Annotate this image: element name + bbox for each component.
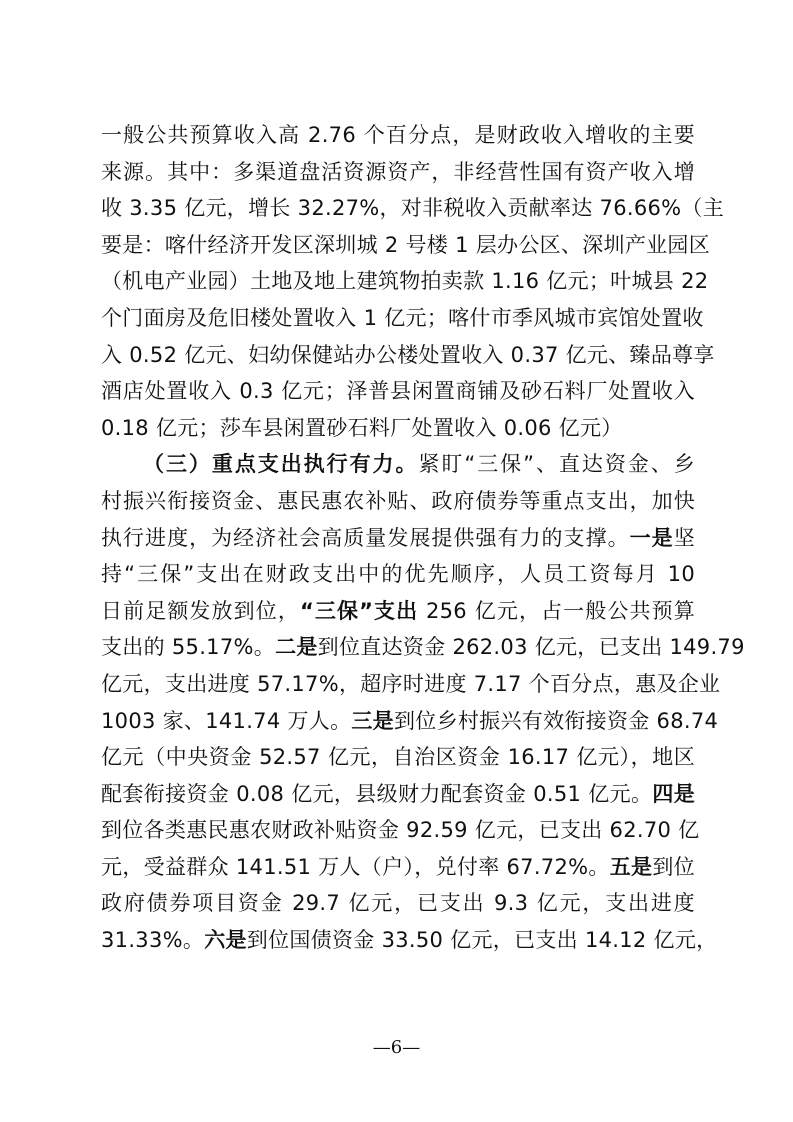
- text-run: 到位乡村振兴有效衔接资金 68.74: [393, 708, 719, 733]
- bold-run: 五是: [609, 854, 653, 879]
- text-run: 坚: [673, 525, 695, 550]
- text-run: 元，受益群众 141.51 万人（户），兑付率 67.72%。: [101, 854, 610, 879]
- text-run: 配套衔接资金 0.08 亿元，县级财力配套资金 0.51 亿元。: [101, 781, 653, 806]
- bold-run: 二是: [275, 635, 318, 660]
- bold-run: 一是: [629, 525, 674, 550]
- text-line: 收 3.35 亿元，增长 32.27%，对非税收入贡献率达 76.66%（主: [101, 196, 725, 221]
- text-line: 来源。其中：多渠道盘活资源资产，非经营性国有资产收入增: [101, 159, 695, 184]
- text-run: 执行进度，为经济社会高质量发展提供强有力的支撑。: [101, 525, 630, 550]
- text-run: 到位: [652, 854, 695, 879]
- bold-run: “三保”支出: [299, 598, 419, 623]
- text-run: 31.33%。: [101, 928, 205, 953]
- section-heading: （三）重点支出执行有力。: [143, 452, 419, 477]
- text-line: 个门面房及危旧楼处置收入 1 亿元；喀什市季风城市宾馆处置收: [101, 305, 704, 330]
- text-run: 支出的 55.17%。: [101, 635, 276, 660]
- text-line: 政府债券项目资金 29.7 亿元，已支出 9.3 亿元，支出进度: [101, 891, 695, 916]
- text-run: 到位直达资金 262.03 亿元，已支出 149.79: [317, 635, 745, 660]
- text-line: 要是：喀什经济开发区深圳城 2 号楼 1 层办公区、深圳产业园区: [101, 232, 711, 257]
- text-run: 到位国债资金 33.50 亿元，已支出 14.12 亿元，: [246, 928, 718, 953]
- bold-run: 三是: [351, 708, 394, 733]
- text-line: [101, 520, 695, 557]
- text-run: 日前足额发放到位，: [101, 598, 300, 623]
- text-run: 紧盯“三保”、直达资金、乡: [418, 452, 695, 477]
- text-line: 入 0.52 亿元、妇幼保健站办公楼处置收入 0.37 亿元、臻品尊享: [101, 342, 715, 367]
- text-line: 到位各类惠民惠农财政补贴资金 92.59 亿元，已支出 62.70 亿: [101, 818, 700, 843]
- text-line: 一般公共预算收入高 2.76 个百分点，是财政收入增收的主要: [101, 123, 695, 147]
- text-line: 持“三保”支出在财政支出中的优先顺序，人员工资每月 10: [101, 562, 695, 587]
- text-line: [101, 703, 719, 740]
- page-number: —6—: [372, 1037, 421, 1058]
- text-line: [101, 629, 745, 666]
- text-line: 村振兴衔接资金、惠民惠农补贴、政府债券等重点支出，加快: [101, 488, 695, 513]
- bold-run: 四是: [652, 781, 695, 806]
- text-line: [101, 849, 695, 886]
- text-line: 0.18 亿元；莎车县闲置砂石料厂处置收入 0.06 亿元）: [101, 415, 623, 440]
- text-line: 亿元，支出进度 57.17%，超序时进度 7.17 个百分点，惠及企业: [101, 671, 721, 696]
- text-line: 亿元（中央资金 52.57 亿元，自治区资金 16.17 亿元），地区: [101, 745, 695, 770]
- text-line: 酒店处置收入 0.3 亿元；泽普县闲置商铺及砂石料厂处置收入: [101, 379, 695, 404]
- body-text: [101, 117, 745, 959]
- text-line: （机电产业园）土地及地上建筑物拍卖款 1.16 亿元；叶城县 22: [101, 269, 709, 294]
- text-line: [101, 446, 695, 483]
- text-run: 1003 家、141.74 万人。: [101, 708, 352, 733]
- text-line: [101, 593, 695, 630]
- text-line: [101, 922, 718, 959]
- text-line: [101, 776, 695, 813]
- text-run: 256 亿元，占一般公共预算: [418, 598, 696, 623]
- bold-run: 六是: [204, 928, 247, 953]
